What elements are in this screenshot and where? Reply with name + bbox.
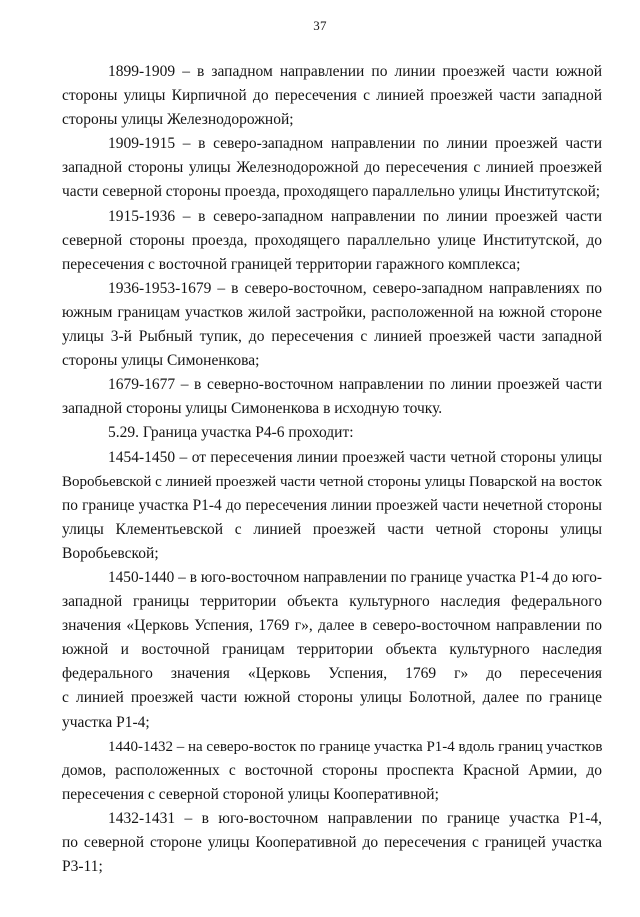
paragraph: [62, 735, 602, 807]
text-line: Р3-11;: [62, 858, 103, 876]
text-line: части северной стороны проезда, проходящего параллельно улицы Институтской;: [62, 183, 601, 201]
text-line: северной стороны проезда, проходящего параллельно улице Институтской, до: [62, 231, 602, 249]
paragraph: [62, 807, 602, 879]
text-line: улицы 3-й Рыбный тупик, до пересечения с линией проезжей части западной: [62, 328, 602, 346]
text-line: стороны улицы Железнодорожной;: [62, 111, 294, 129]
document-body: [62, 60, 602, 879]
text-line: по границе участка Р1-4 до пересечения линии проезжей части нечетной стороны: [62, 496, 602, 514]
paragraph: [62, 205, 602, 277]
text-line: улицы Клементьевской с линией проезжей части четной стороны улицы: [62, 520, 602, 538]
text-line: федерального значения «Церковь Успения, 1769 г» до пересечения: [62, 665, 602, 683]
text-line: южным границам участков жилой застройки, расположенной на южной стороне: [62, 303, 602, 321]
text-line: Воробьевской с линией проезжей части четной стороны улицы Поварской на восток: [62, 473, 602, 490]
text-line: стороны улицы Симоненкова;: [62, 352, 260, 370]
text-line: по северной стороне улицы Кооперативной до пересечения с границей участка: [62, 834, 602, 851]
text-line: пересечения с северной стороной улицы Кооперативной;: [62, 785, 439, 803]
text-line: пересечения с восточной границей территории гаражного комплекса;: [62, 255, 521, 273]
paragraph: [62, 566, 602, 735]
paragraph: [62, 421, 602, 445]
text-line: стороны улицы Кирпичной до пересечения с линией проезжей части западной: [62, 87, 602, 105]
paragraph: [62, 373, 602, 421]
text-line: значения «Церковь Успения, 1769 г», далее в северо-восточном направлении по: [62, 617, 602, 635]
paragraph: [62, 60, 602, 132]
text-line: 1679-1677 – в северно-восточном направлении по линии проезжей части: [108, 376, 602, 394]
text-line: западной стороны улицы Железнодорожной до пересечения с линией проезжей: [62, 159, 602, 177]
page-number: 37: [313, 18, 327, 33]
text-line: 1440-1432 – на северо-восток по границе участка Р1-4 вдоль границ участков: [108, 738, 603, 755]
text-line: 5.29. Граница участка Р4-6 проходит:: [108, 424, 354, 442]
text-line: южной и восточной границам территории объекта культурного наследия: [62, 641, 602, 659]
paragraph: [62, 277, 602, 373]
paragraph: [62, 446, 602, 566]
text-line: участка Р1-4;: [62, 713, 150, 731]
paragraph: [62, 132, 602, 204]
text-line: Воробьевской;: [62, 544, 159, 562]
text-line: домов, расположенных с восточной стороны проспекта Красной Армии, до: [62, 761, 602, 779]
text-line: западной стороны улицы Симоненкова в исходную точку.: [62, 400, 443, 418]
text-line: 1915-1936 – в северо-западном направлении по линии проезжей части: [108, 207, 602, 225]
text-line: 1432-1431 – в юго-восточном направлении по границе участка Р1-4,: [108, 809, 602, 827]
text-line: 1450-1440 – в юго-восточном направлении по границе участка Р1-4 до юго-: [108, 568, 602, 586]
text-line: западной границы территории объекта культурного наследия федерального: [62, 593, 602, 611]
text-line: с линией проезжей части южной стороны улицы Болотной, далее по границе: [62, 689, 602, 707]
text-line: 1909-1915 – в северо-западном направлении по линии проезжей части: [108, 135, 602, 153]
text-line: 1936-1953-1679 – в северо-восточном, северо-западном направлениях по: [108, 279, 602, 297]
text-line: 1454-1450 – от пересечения линии проезжей части четной стороны улицы: [108, 448, 602, 466]
text-line: 1899-1909 – в западном направлении по линии проезжей части южной: [108, 63, 602, 80]
